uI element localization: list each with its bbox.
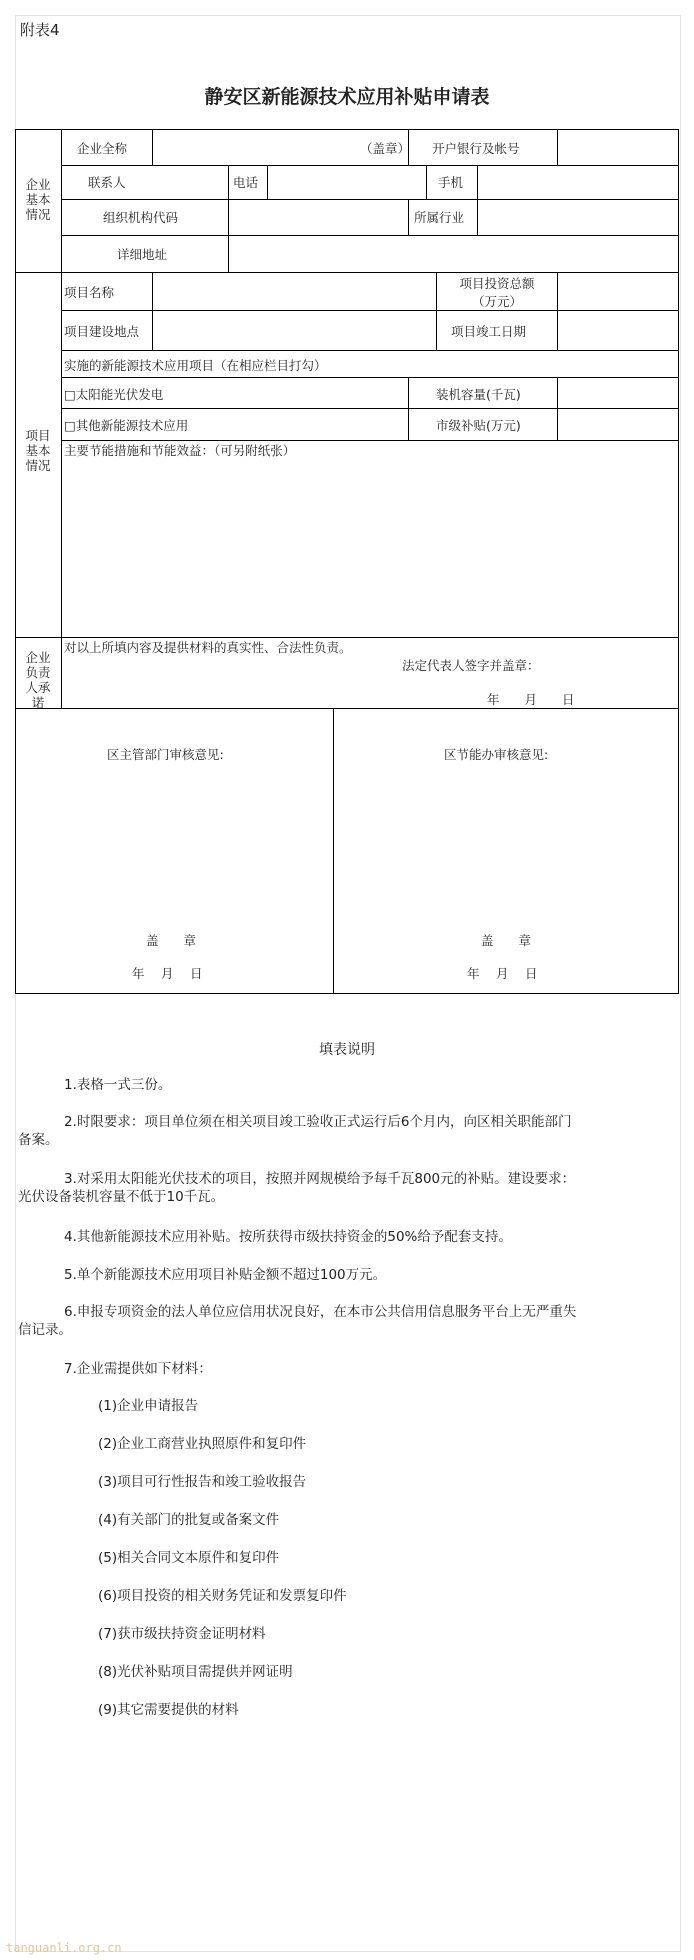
table-border: [678, 129, 679, 994]
note-2-line1: 2.时限要求：项目单位须在相关项目竣工验收正式运行后6个月内，向区相关职能部门: [64, 1114, 572, 1130]
note-4: 4.其他新能源技术应用补贴。按所获得市级扶持资金的50%给予配套支持。: [64, 1229, 512, 1245]
material-item: (1)企业申请报告: [98, 1398, 199, 1414]
district-opinion-label: 区主管部门审核意见:: [107, 747, 224, 762]
energy-opinion-label: 区节能办审核意见:: [444, 747, 549, 762]
table-border: [61, 310, 679, 311]
table-border: [152, 272, 153, 351]
table-border: [152, 129, 153, 166]
table-border: [61, 165, 679, 166]
table-border: [426, 165, 427, 200]
section-project-label: 项目基本情况: [25, 428, 51, 473]
mobile-label: 手机: [438, 175, 464, 190]
table-border: [61, 377, 679, 378]
tech-items-label: 实施的新能源技术应用项目（在相应栏目打勾）: [64, 358, 327, 373]
note-2-line2: 备案。: [18, 1132, 59, 1148]
invest-total-label: 项目投资总额: [459, 276, 535, 291]
watermark: tanguanli.org.cn: [6, 1941, 122, 1955]
material-item: (2)企业工商营业执照原件和复印件: [98, 1436, 307, 1452]
invest-unit-label: （万元）: [471, 294, 522, 309]
district-stamp-label: 盖 章: [146, 933, 197, 948]
notes-title: 填表说明: [319, 1042, 375, 1058]
table-border: [15, 129, 679, 130]
city-subsidy-label: 市级补贴(万元): [436, 418, 521, 433]
material-item: (5)相关合同文本原件和复印件: [98, 1550, 280, 1566]
table-border: [61, 129, 62, 709]
seal-label: （盖章）: [360, 141, 411, 156]
table-border: [61, 440, 679, 441]
form-title: 静安区新能源技术应用补贴申请表: [204, 86, 490, 108]
phone-label: 电话: [233, 175, 259, 190]
note-5: 5.单个新能源技术应用项目补贴金额不超过100万元。: [64, 1267, 387, 1283]
material-item: (9)其它需要提供的材料: [98, 1702, 239, 1718]
table-border: [267, 165, 268, 200]
section-company-label: 企业基本情况: [25, 177, 51, 222]
finish-date-label: 项目竣工日期: [451, 324, 527, 339]
material-item: (6)项目投资的相关财务凭证和发票复印件: [98, 1588, 347, 1604]
company-name-label: 企业全称: [77, 141, 128, 156]
table-border: [15, 129, 16, 994]
table-border: [477, 165, 478, 200]
address-label: 详细地址: [117, 247, 168, 262]
energy-date: 年 月 日: [467, 966, 538, 981]
contact-label: 联系人: [88, 175, 126, 190]
material-item: (4)有关部门的批复或备案文件: [98, 1512, 280, 1528]
table-border: [61, 199, 679, 200]
solar-checkbox-label[interactable]: □太阳能光伏发电: [64, 387, 164, 402]
material-item: (8)光伏补贴项目需提供并网证明: [98, 1664, 293, 1680]
note-3-line1: 3.对采用太阳能光伏技术的项目，按照并网规模给予每千瓦800元的补贴。建设要求：: [64, 1171, 576, 1187]
note-1: 1.表格一式三份。: [64, 1077, 172, 1093]
table-border: [15, 272, 679, 273]
energy-stamp-label: 盖 章: [481, 933, 532, 948]
table-border: [15, 637, 679, 638]
other-tech-checkbox-label[interactable]: □其他新能源技术应用: [64, 418, 189, 433]
table-border: [408, 377, 409, 441]
table-border: [557, 377, 558, 441]
note-6-line2: 信记录。: [18, 1322, 72, 1338]
note-6-line1: 6.申报专项资金的法人单位应信用状况良好，在本市公共信用信息服务平台上无严重失: [64, 1304, 577, 1320]
section-promise-label: 企业负责人承诺: [25, 650, 51, 710]
table-border: [557, 272, 558, 351]
legal-sign-label: 法定代表人签字并盖章：: [402, 658, 540, 673]
material-item: (3)项目可行性报告和竣工验收报告: [98, 1474, 307, 1490]
table-border: [61, 350, 679, 351]
table-border: [477, 199, 478, 236]
industry-label: 所属行业: [414, 210, 465, 225]
table-border: [15, 708, 679, 709]
table-border: [61, 235, 679, 236]
benefits-label: 主要节能措施和节能效益：（可另附纸张）: [64, 443, 296, 458]
build-site-label: 项目建设地点: [64, 324, 140, 339]
table-border: [557, 129, 558, 166]
table-border: [15, 993, 679, 994]
table-border: [61, 408, 679, 409]
promise-date: 年 月 日: [487, 692, 575, 707]
project-name-label: 项目名称: [64, 285, 115, 300]
capacity-label: 装机容量(千瓦): [436, 387, 521, 402]
note-7: 7.企业需提供如下材料：: [64, 1361, 212, 1377]
table-border: [408, 199, 409, 236]
district-date: 年 月 日: [132, 966, 203, 981]
org-code-label: 组织机构代码: [103, 210, 179, 225]
bank-account-label: 开户银行及帐号: [432, 141, 520, 156]
annex-label: 附表4: [20, 21, 60, 39]
table-border: [333, 708, 334, 994]
note-3-line2: 光伏设备装机容量不低于10千瓦。: [18, 1189, 225, 1205]
page-frame: [15, 15, 681, 1952]
table-border: [228, 165, 229, 273]
promise-text: 对以上所填内容及提供材料的真实性、合法性负责。: [64, 640, 352, 655]
material-item: (7)获市级扶持资金证明材料: [98, 1626, 266, 1642]
